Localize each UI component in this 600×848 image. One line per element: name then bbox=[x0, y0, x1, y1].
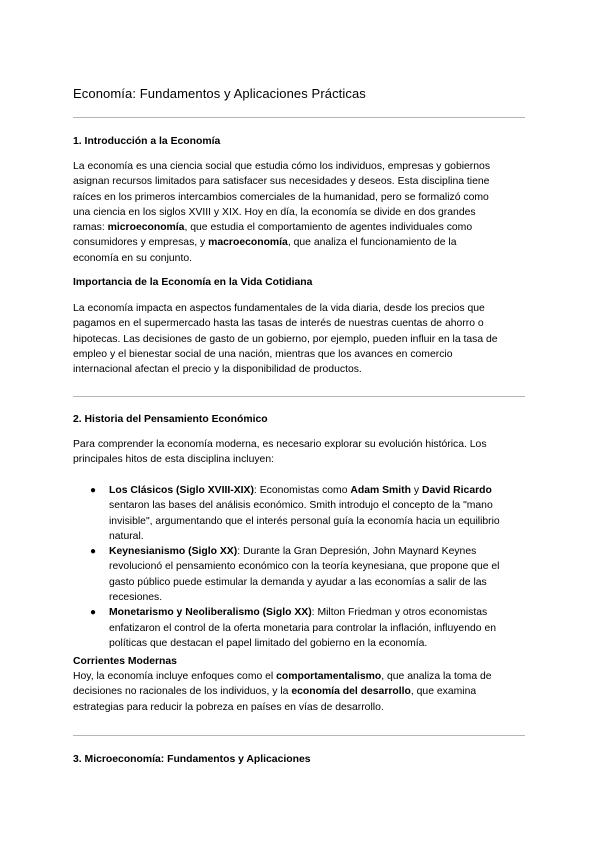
list-item: ● Monetarismo y Neoliberalismo (Siglo XX): Milton Friedman y otros economistas enfatizaron el control de la oferta monetaria para controlar la inflación, influyendo en políticas que destacan el papel limitado del gobierno en la economía. bbox=[90, 607, 496, 649]
term-comportamentalismo: comportamentalismo bbox=[276, 671, 382, 682]
bullet-icon: ● bbox=[90, 607, 97, 619]
document-title: Economía: Fundamentos y Aplicaciones Prácticas bbox=[73, 86, 366, 101]
text-line: estrategias para reducir la pobreza en países en vías de desarrollo. bbox=[73, 701, 384, 713]
section-divider bbox=[73, 396, 525, 397]
subheading-corrientes-modernas: Corrientes Modernas bbox=[73, 656, 177, 667]
intro-paragraph bbox=[73, 159, 525, 266]
section-heading-introduccion: 1. Introducción a la Economía bbox=[73, 136, 221, 147]
text-line: economía en su conjunto. bbox=[73, 252, 192, 264]
text-line: principales hitos de esta disciplina incluyen: bbox=[73, 454, 274, 466]
text-line: asignan recursos limitados para satisfacer sus necesidades y deseos. Esta disciplina tiene bbox=[73, 176, 490, 188]
text-line: pagamos en el supermercado hasta las tasas de interés de nuestras cuentas de ahorro o bbox=[73, 318, 484, 330]
text-line: La economía es una ciencia social que estudia cómo los individuos, empresas y gobiernos bbox=[73, 161, 491, 172]
section-divider bbox=[73, 735, 525, 736]
text-line: raíces en los primeros intercambios comerciales de la humanidad, pero se formalizó como bbox=[73, 191, 489, 203]
text-line: internacional afectan el precio y la disponibilidad de productos. bbox=[73, 364, 362, 376]
history-intro-paragraph bbox=[73, 437, 525, 468]
section-heading-microeconomia: 3. Microeconomía: Fundamentos y Aplicaciones bbox=[73, 754, 311, 765]
text-line: Hoy, la economía incluye enfoques como el comportamentalismo, que analiza la toma de bbox=[73, 671, 492, 682]
bullet-icon: ● bbox=[90, 546, 97, 558]
modern-currents-paragraph bbox=[73, 669, 525, 715]
text-line: ramas: microeconomía, que estudia el comportamiento de agentes individuales como bbox=[73, 222, 473, 234]
text-line: empleo y el bienestar social de una nación, mientras que los avances en comercio bbox=[73, 348, 453, 360]
section-divider bbox=[73, 117, 525, 118]
text-line: decisiones no racionales de los individuos, y la economía del desarrollo, que examina bbox=[73, 686, 477, 698]
importance-paragraph bbox=[73, 301, 525, 377]
term-macroeconomia: macroeconomía bbox=[208, 237, 288, 249]
term-economia-desarrollo: economía del desarrollo bbox=[291, 686, 411, 698]
text-line: La economía impacta en aspectos fundamentales de la vida diaria, desde los precios que bbox=[73, 303, 485, 314]
list-item: ● Los Clásicos (Siglo XVIII-XIX): Economistas como Adam Smith y David Ricardo sentaron las bases del análisis económico. Smith introdujo el concepto de la "mano invisible", argumentando que el interés personal guía la economía hacia un equilibrio natural. bbox=[90, 485, 500, 542]
section-heading-historia: 2. Historia del Pensamiento Económico bbox=[73, 414, 268, 425]
text-line: una ciencia en los siglos XVIII y XIX. Hoy en día, la economía se divide en dos grandes bbox=[73, 206, 476, 218]
text-line: Para comprender la economía moderna, es necesario explorar su evolución histórica. Los bbox=[73, 439, 487, 450]
term-microeconomia: microeconomía bbox=[107, 222, 185, 234]
history-list bbox=[73, 483, 525, 651]
subheading-importancia: Importancia de la Economía en la Vida Cotidiana bbox=[73, 277, 313, 288]
text-line: consumidores y empresas, y macroeconomía, que analiza el funcionamiento de la bbox=[73, 237, 457, 249]
bullet-icon: ● bbox=[90, 485, 97, 496]
text-line: hipotecas. Las decisiones de gasto de un gobierno, por ejemplo, pueden influir en la tasa de bbox=[73, 333, 498, 345]
list-item: ● Keynesianismo (Siglo XX): Durante la Gran Depresión, John Maynard Keynes revolucionó el pensamiento económico con la teoría keynesiana, que propone que el gasto público puede estimular la demanda y ayudar a las economías a salir de las recesiones. bbox=[90, 546, 500, 604]
